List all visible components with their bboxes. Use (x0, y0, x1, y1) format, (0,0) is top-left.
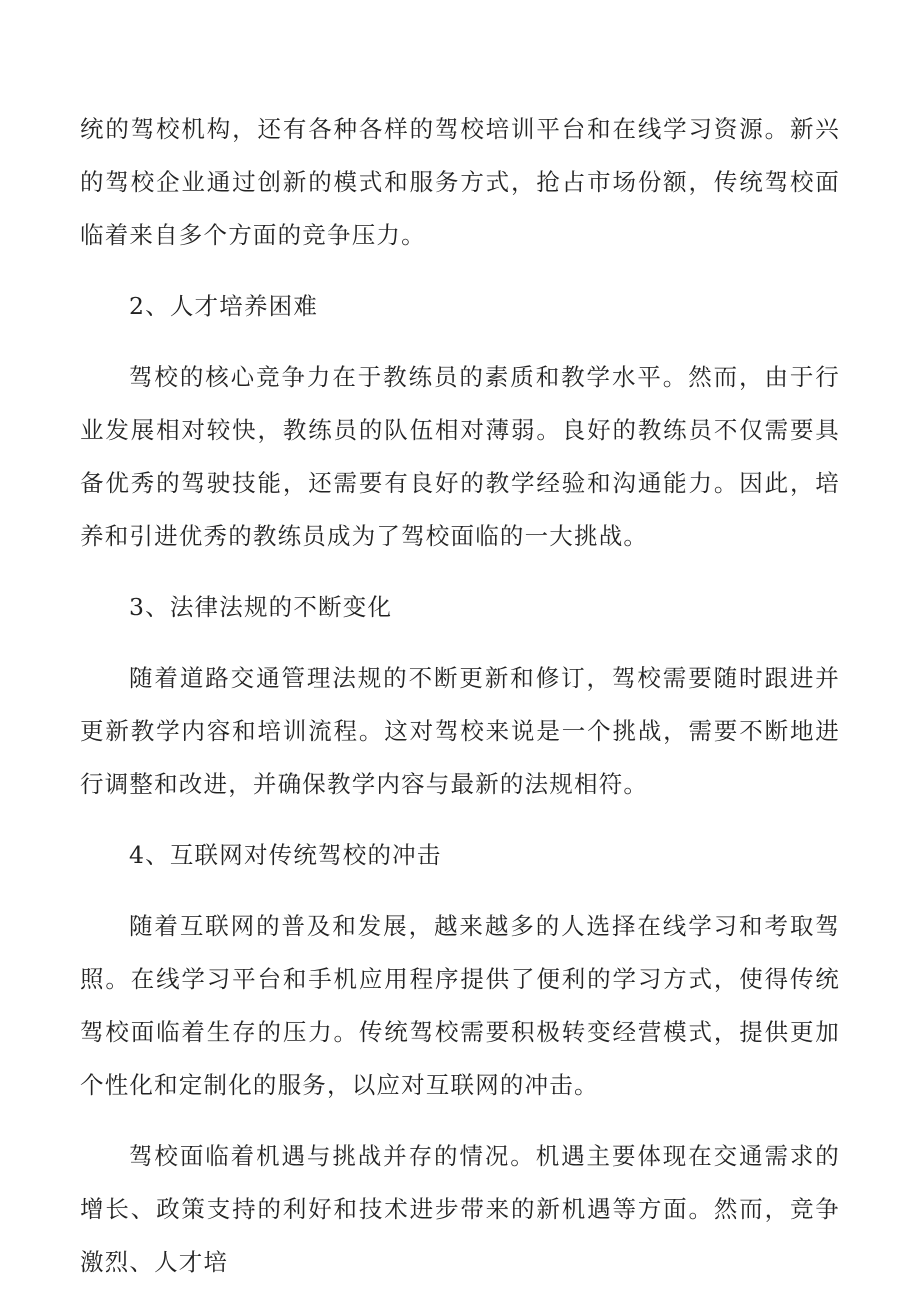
paragraph-competition-continued: 统的驾校机构，还有各种各样的驾校培训平台和在线学习资源。新兴的驾校企业通过创新的模式和服务方式，抢占市场份额，传统驾校面临着来自多个方面的竞争压力。 (80, 115, 840, 249)
paragraph-talent: 驾校的核心竞争力在于教练员的素质和教学水平。然而，由于行业发展相对较快，教练员的队伍相对薄弱。良好的教练员不仅需要具备优秀的驾驶技能，还需要有良好的教学经验和沟通能力。因此，培养和引进优秀的教练员成为了驾校面临的一大挑战。 (80, 363, 840, 550)
paragraph-internet: 随着互联网的普及和发展，越来越多的人选择在线学习和考取驾照。在线学习平台和手机应用程序提供了便利的学习方式，使得传统驾校面临着生存的压力。传统驾校需要积极转变经营模式，提供更加个性化和定制化的服务，以应对互联网的冲击。 (80, 912, 840, 1099)
paragraph-summary: 驾校面临着机遇与挑战并存的情况。机遇主要体现在交通需求的增长、政策支持的利好和技术进步带来的新机遇等方面。然而，竞争激烈、人才培 (80, 1142, 840, 1276)
paragraph-regulations: 随着道路交通管理法规的不断更新和修订，驾校需要随时跟进并更新教学内容和培训流程。这对驾校来说是一个挑战，需要不断地进行调整和改进，并确保教学内容与最新的法规相符。 (80, 664, 840, 798)
document-body (80, 103, 840, 1307)
section-heading-internet: 4、互联网对传统驾校的冲击 (129, 841, 442, 869)
section-heading-regulations: 3、法律法规的不断变化 (129, 593, 393, 621)
section-heading-talent: 2、人才培养困难 (129, 292, 319, 320)
